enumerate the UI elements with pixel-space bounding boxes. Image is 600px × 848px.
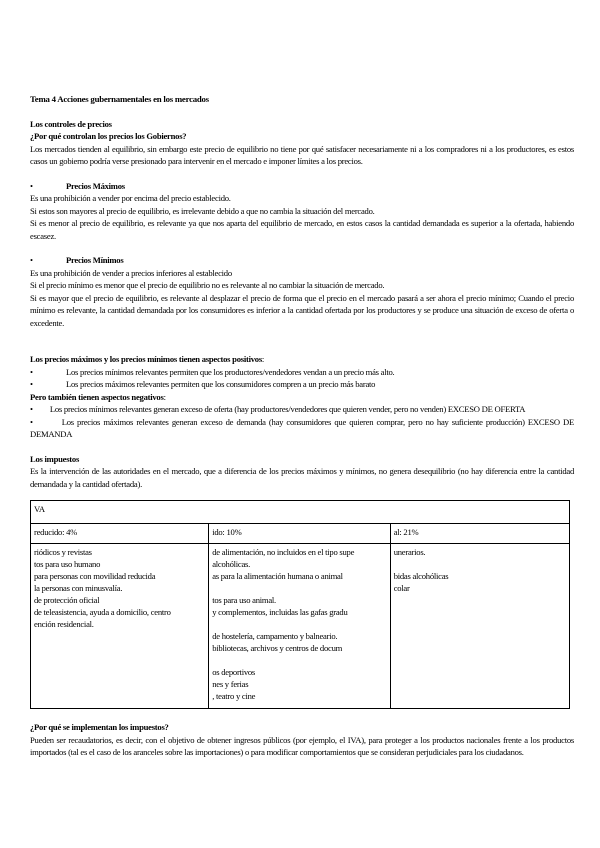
bullet-icon: • bbox=[30, 180, 33, 191]
iva-header-intermedio: ido: 10% bbox=[209, 524, 390, 544]
list-item: , teatro y cine bbox=[212, 691, 256, 701]
positivo-item bbox=[30, 366, 574, 379]
list-item: tos para uso humano bbox=[34, 559, 101, 569]
minimos-line: Si es mayor que el precio de equilibrio, es relevante al desplazar el precio de forma que el precio en el mercado pasará a ser ahora el precio mínimo; Cuando el precio mínimo es relevante, la cantidad demandada por los consumidores es inferior a la cantidad ofertada por los productores y se produce una situación de exceso de oferta o excedente. bbox=[30, 292, 574, 328]
positivos-colon: : bbox=[261, 354, 265, 364]
positivo-item bbox=[30, 378, 574, 391]
list-item: as para la alimentación humana o animal bbox=[212, 571, 343, 581]
positivos-heading: Los precios máximos y los precios mínimos tienen aspectos positivos bbox=[30, 354, 262, 364]
list-item: y complementos, incluidas las gafas gradu bbox=[212, 607, 348, 617]
list-item: unerarios. bbox=[393, 547, 426, 557]
bullet-icon: • bbox=[30, 416, 33, 427]
bullet-icon: • bbox=[30, 379, 33, 389]
negativo-item bbox=[30, 416, 574, 441]
controles-heading: Los controles de precios bbox=[30, 118, 112, 129]
iva-header-general: al: 21% bbox=[390, 524, 569, 544]
controles-paragraph: Los mercados tienden al equilibrio, sin embargo este precio de equilibrio no tiene por qué satisfacer necesariamente ni a los compradores ni a los productores, es estos casos un gobierno podría verse presionado para intervenir en el mercado e imponer límites a los precios. bbox=[30, 143, 574, 166]
list-item bbox=[212, 582, 386, 594]
list-item: colar bbox=[393, 583, 410, 593]
document-title: Tema 4 Acciones gubernamentales en los mercados bbox=[30, 94, 209, 104]
porque-paragraph: Pueden ser recaudatorios, es decir, con el objetivo de obtener ingresos públicos (por ejemplo, el IVA), para proteger a los productos nacionales frente a los productos importados (tal es el caso de los aranceles sobre las importaciones) o para modificar comportamientos que se consideran perjudiciales para los ciudadanos. bbox=[30, 734, 574, 757]
iva-col-reducido bbox=[31, 544, 209, 709]
iva-table-title: VA bbox=[31, 501, 570, 524]
list-item: os deportivos bbox=[212, 667, 256, 677]
impuestos-paragraph: Es la intervención de las autoridades en el mercado, que a diferencia de los precios máximos y mínimos, no genera desequilibrio (no hay diferencia entre la cantidad demandada y la cantidad ofertada). bbox=[30, 466, 574, 489]
negativo-item bbox=[30, 403, 574, 416]
list-item: nes y ferias bbox=[212, 679, 249, 689]
list-item: bidas alcohólicas bbox=[393, 571, 449, 581]
positivos-heading-row bbox=[30, 353, 574, 366]
list-item: de alimentación, no incluidos en el tipo supe bbox=[212, 547, 355, 557]
list-item: para personas con movilidad reducida bbox=[34, 571, 156, 581]
document-page bbox=[30, 93, 574, 759]
bullet-icon: • bbox=[30, 255, 33, 265]
list-item: ención residencial. bbox=[34, 619, 94, 629]
negativos-colon: : bbox=[163, 391, 166, 402]
negativo-text: Los precios mínimos relevantes generan exceso de oferta (hay productores/vendedores que quieren vender, pero no venden) EXCESO DE OFERTA bbox=[49, 404, 526, 414]
positivo-text: Los precios mínimos relevantes permiten que los productores/vendedores vendan a un precio más alto. bbox=[66, 366, 395, 377]
minimos-heading-row bbox=[30, 254, 574, 267]
bullet-icon: • bbox=[30, 404, 33, 414]
list-item: tos para uso animal. bbox=[212, 595, 276, 605]
maximos-heading: Precios Máximos bbox=[66, 180, 125, 191]
iva-col-general bbox=[390, 544, 569, 709]
impuestos-heading: Los impuestos bbox=[30, 453, 80, 464]
minimos-heading: Precios Mínimos bbox=[66, 255, 124, 265]
porque-question: ¿Por qué se implementan los impuestos? bbox=[30, 722, 169, 732]
maximos-line: Es una prohibición a vender por encima del precio establecido. bbox=[30, 193, 231, 203]
maximos-heading-row bbox=[30, 180, 574, 193]
list-item bbox=[212, 618, 386, 630]
list-item: de hostelería, campamento y balneario. bbox=[212, 631, 338, 641]
maximos-line: Si estos son mayores al precio de equilibrio, es irrelevante debido a que no cambia la situación del mercado. bbox=[30, 205, 375, 216]
controles-question: ¿Por qué controlan los precios los Gobiernos? bbox=[30, 131, 187, 141]
list-item: bibliotecas, archivos y centros de docum bbox=[212, 643, 343, 653]
minimos-line: Si el precio mínimo es menor que el precio de equilibrio no es relevante al no cambiar la situación de mercado. bbox=[30, 280, 385, 290]
iva-table bbox=[30, 500, 570, 709]
list-item bbox=[394, 558, 566, 570]
negativos-heading: Pero también tienen aspectos negativos bbox=[30, 391, 164, 402]
list-item: de teleasistencia, ayuda a domicilio, centro bbox=[34, 607, 171, 617]
list-item bbox=[212, 654, 386, 666]
maximos-line: Si es menor al precio de equilibrio, es relevante ya que nos aparta del equilibrio de mercado, en estos casos la cantidad demandada es superior a la ofertada, habiendo escasez. bbox=[30, 218, 574, 241]
negativo-text: Los precios máximos relevantes generan exceso de demanda (hay consumidores que quieren comprar, pero no hay suficiente producción) EXCESO DE DEMANDA bbox=[30, 416, 574, 439]
list-item: riódicos y revistas bbox=[34, 547, 92, 557]
iva-col-intermedio bbox=[209, 544, 390, 709]
negativos-heading-row bbox=[30, 391, 574, 404]
bullet-icon: • bbox=[30, 366, 33, 377]
minimos-line: Es una prohibición de vender a precios inferiores al establecido bbox=[30, 267, 232, 278]
positivo-text: Los precios máximos relevantes permiten que los consumidores compren a un precio más barato bbox=[66, 379, 376, 389]
list-item: la personas con minusvalía. bbox=[34, 583, 123, 593]
iva-header-reducido: reducido: 4% bbox=[31, 524, 209, 544]
list-item: alcohólicas. bbox=[212, 559, 251, 569]
list-item: de protección oficial bbox=[34, 595, 100, 605]
